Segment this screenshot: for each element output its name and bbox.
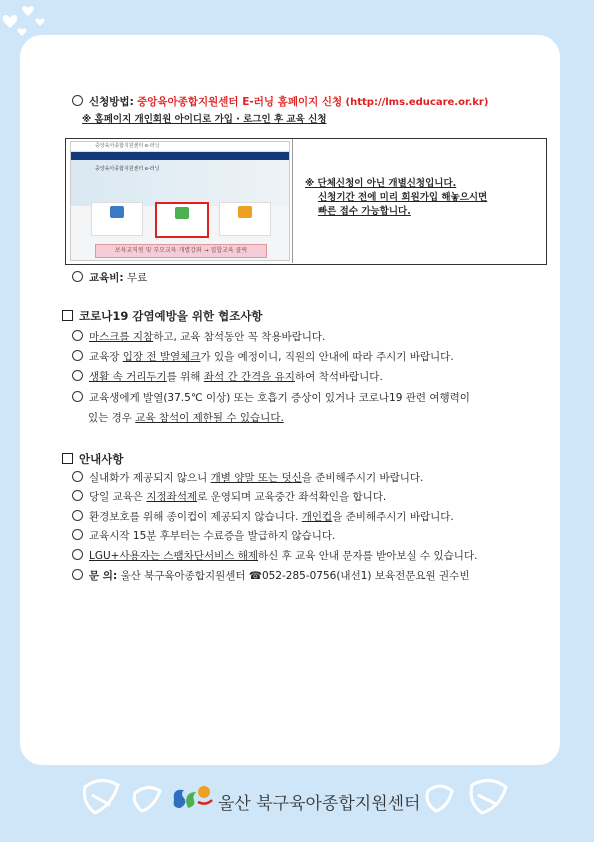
method-note: ※ 홈페이지 개인회원 아이디로 가입 · 로그인 후 교육 신청 <box>82 114 327 125</box>
covid-item: 교육장 입장 전 발열체크가 있을 예정이니, 직원의 안내에 따라 주시기 바랍니다. <box>72 350 454 364</box>
box-note-panel <box>292 139 546 263</box>
circle-bullet-icon <box>72 330 83 341</box>
banner-caption: 보육교직원 및 부모교육 개별강좌 → 집합교육 클릭 <box>95 244 267 258</box>
site-nav <box>71 152 289 160</box>
contact-line <box>72 569 469 583</box>
guide-title: 안내사항 <box>79 452 124 466</box>
circle-bullet-icon <box>72 350 83 361</box>
circle-bullet-icon <box>72 510 83 521</box>
footer-org-name: 울산 북구육아종합지원센터 <box>218 794 421 814</box>
square-bullet-icon <box>62 310 73 321</box>
circle-bullet-icon <box>72 490 83 501</box>
tile-3 <box>219 202 271 236</box>
box-note-line2: 신청기간 전에 미리 회원가입 해놓으시면 <box>318 192 488 203</box>
circle-bullet-icon <box>72 569 83 580</box>
guide-item: 실내화가 제공되지 않으니 개별 양말 또는 덧신을 준비해주시기 바랍니다. <box>72 471 423 485</box>
fee-value: 무료 <box>126 272 148 284</box>
covid-item: 교육생에게 발열(37.5℃ 이상) 또는 호흡기 증상이 있거나 코로나19 관련 여행력이 <box>72 391 470 405</box>
method-label: 신청방법: <box>89 96 134 108</box>
tile-2-highlighted <box>155 202 209 238</box>
method-value: 중앙육아종합지원센터 E-러닝 홈페이지 신청 <box>137 96 343 108</box>
circle-bullet-icon <box>72 95 83 106</box>
covid-item-cont: 있는 경우 교육 참석이 제한될 수 있습니다. <box>88 412 284 424</box>
covid-title: 코로나19 감염예방을 위한 협조사항 <box>79 309 263 323</box>
covid-item: 생활 속 거리두기를 위해 좌석 간 간격을 유지하여 착석바랍니다. <box>72 370 383 384</box>
guide-item: LGU+사용자는 스팸차단서비스 해제하신 후 교육 안내 문자를 받아보실 수 있습니다. <box>72 549 477 563</box>
fee-line <box>72 271 147 285</box>
guide-item: 당일 교육은 지정좌석제로 운영되며 교육중간 좌석확인을 합니다. <box>72 490 386 504</box>
circle-bullet-icon <box>72 529 83 540</box>
circle-bullet-icon <box>72 391 83 402</box>
box-note-line1: ※ 단체신청이 아닌 개별신청입니다. <box>305 178 457 189</box>
covid-title-line <box>62 309 263 323</box>
signup-info-box <box>65 138 547 265</box>
fee-label: 교육비: <box>89 272 124 284</box>
guide-title-line <box>62 452 123 466</box>
contact-label: 문 의: <box>89 570 118 582</box>
square-bullet-icon <box>62 453 73 464</box>
circle-bullet-icon <box>72 370 83 381</box>
guide-item: 환경보호를 위해 종이컵이 제공되지 않습니다. 개인컵을 준비해주시기 바랍니다. <box>72 510 454 524</box>
circle-bullet-icon <box>72 271 83 282</box>
box-note <box>305 177 487 219</box>
guide-item: 교육시작 15분 후부터는 수료증을 발급하지 않습니다. <box>72 529 335 543</box>
site-tiles <box>91 202 271 234</box>
website-screenshot <box>70 141 290 261</box>
circle-bullet-icon <box>72 471 83 482</box>
site-hero <box>71 160 289 206</box>
covid-item: 마스크를 지참하고, 교육 참석동안 꼭 착용바랍니다. <box>72 330 325 344</box>
circle-bullet-icon <box>72 549 83 560</box>
method-line <box>72 95 488 110</box>
method-url[interactable]: (http://lms.educare.or.kr) <box>345 97 489 108</box>
center-logo-icon <box>170 780 214 812</box>
contact-value: 울산 북구육아종합지원센터 ☎052-285-0756(내선1) 보육전문요원 권수빈 <box>120 570 470 582</box>
box-note-line3: 빠른 접수 가능합니다. <box>318 206 411 217</box>
tile-1 <box>91 202 143 236</box>
site-topbar: 중앙육아종합지원센터 e-러닝 <box>71 142 289 152</box>
hero-site-name: 중앙육아종합지원센터 e-러닝 <box>95 166 160 172</box>
